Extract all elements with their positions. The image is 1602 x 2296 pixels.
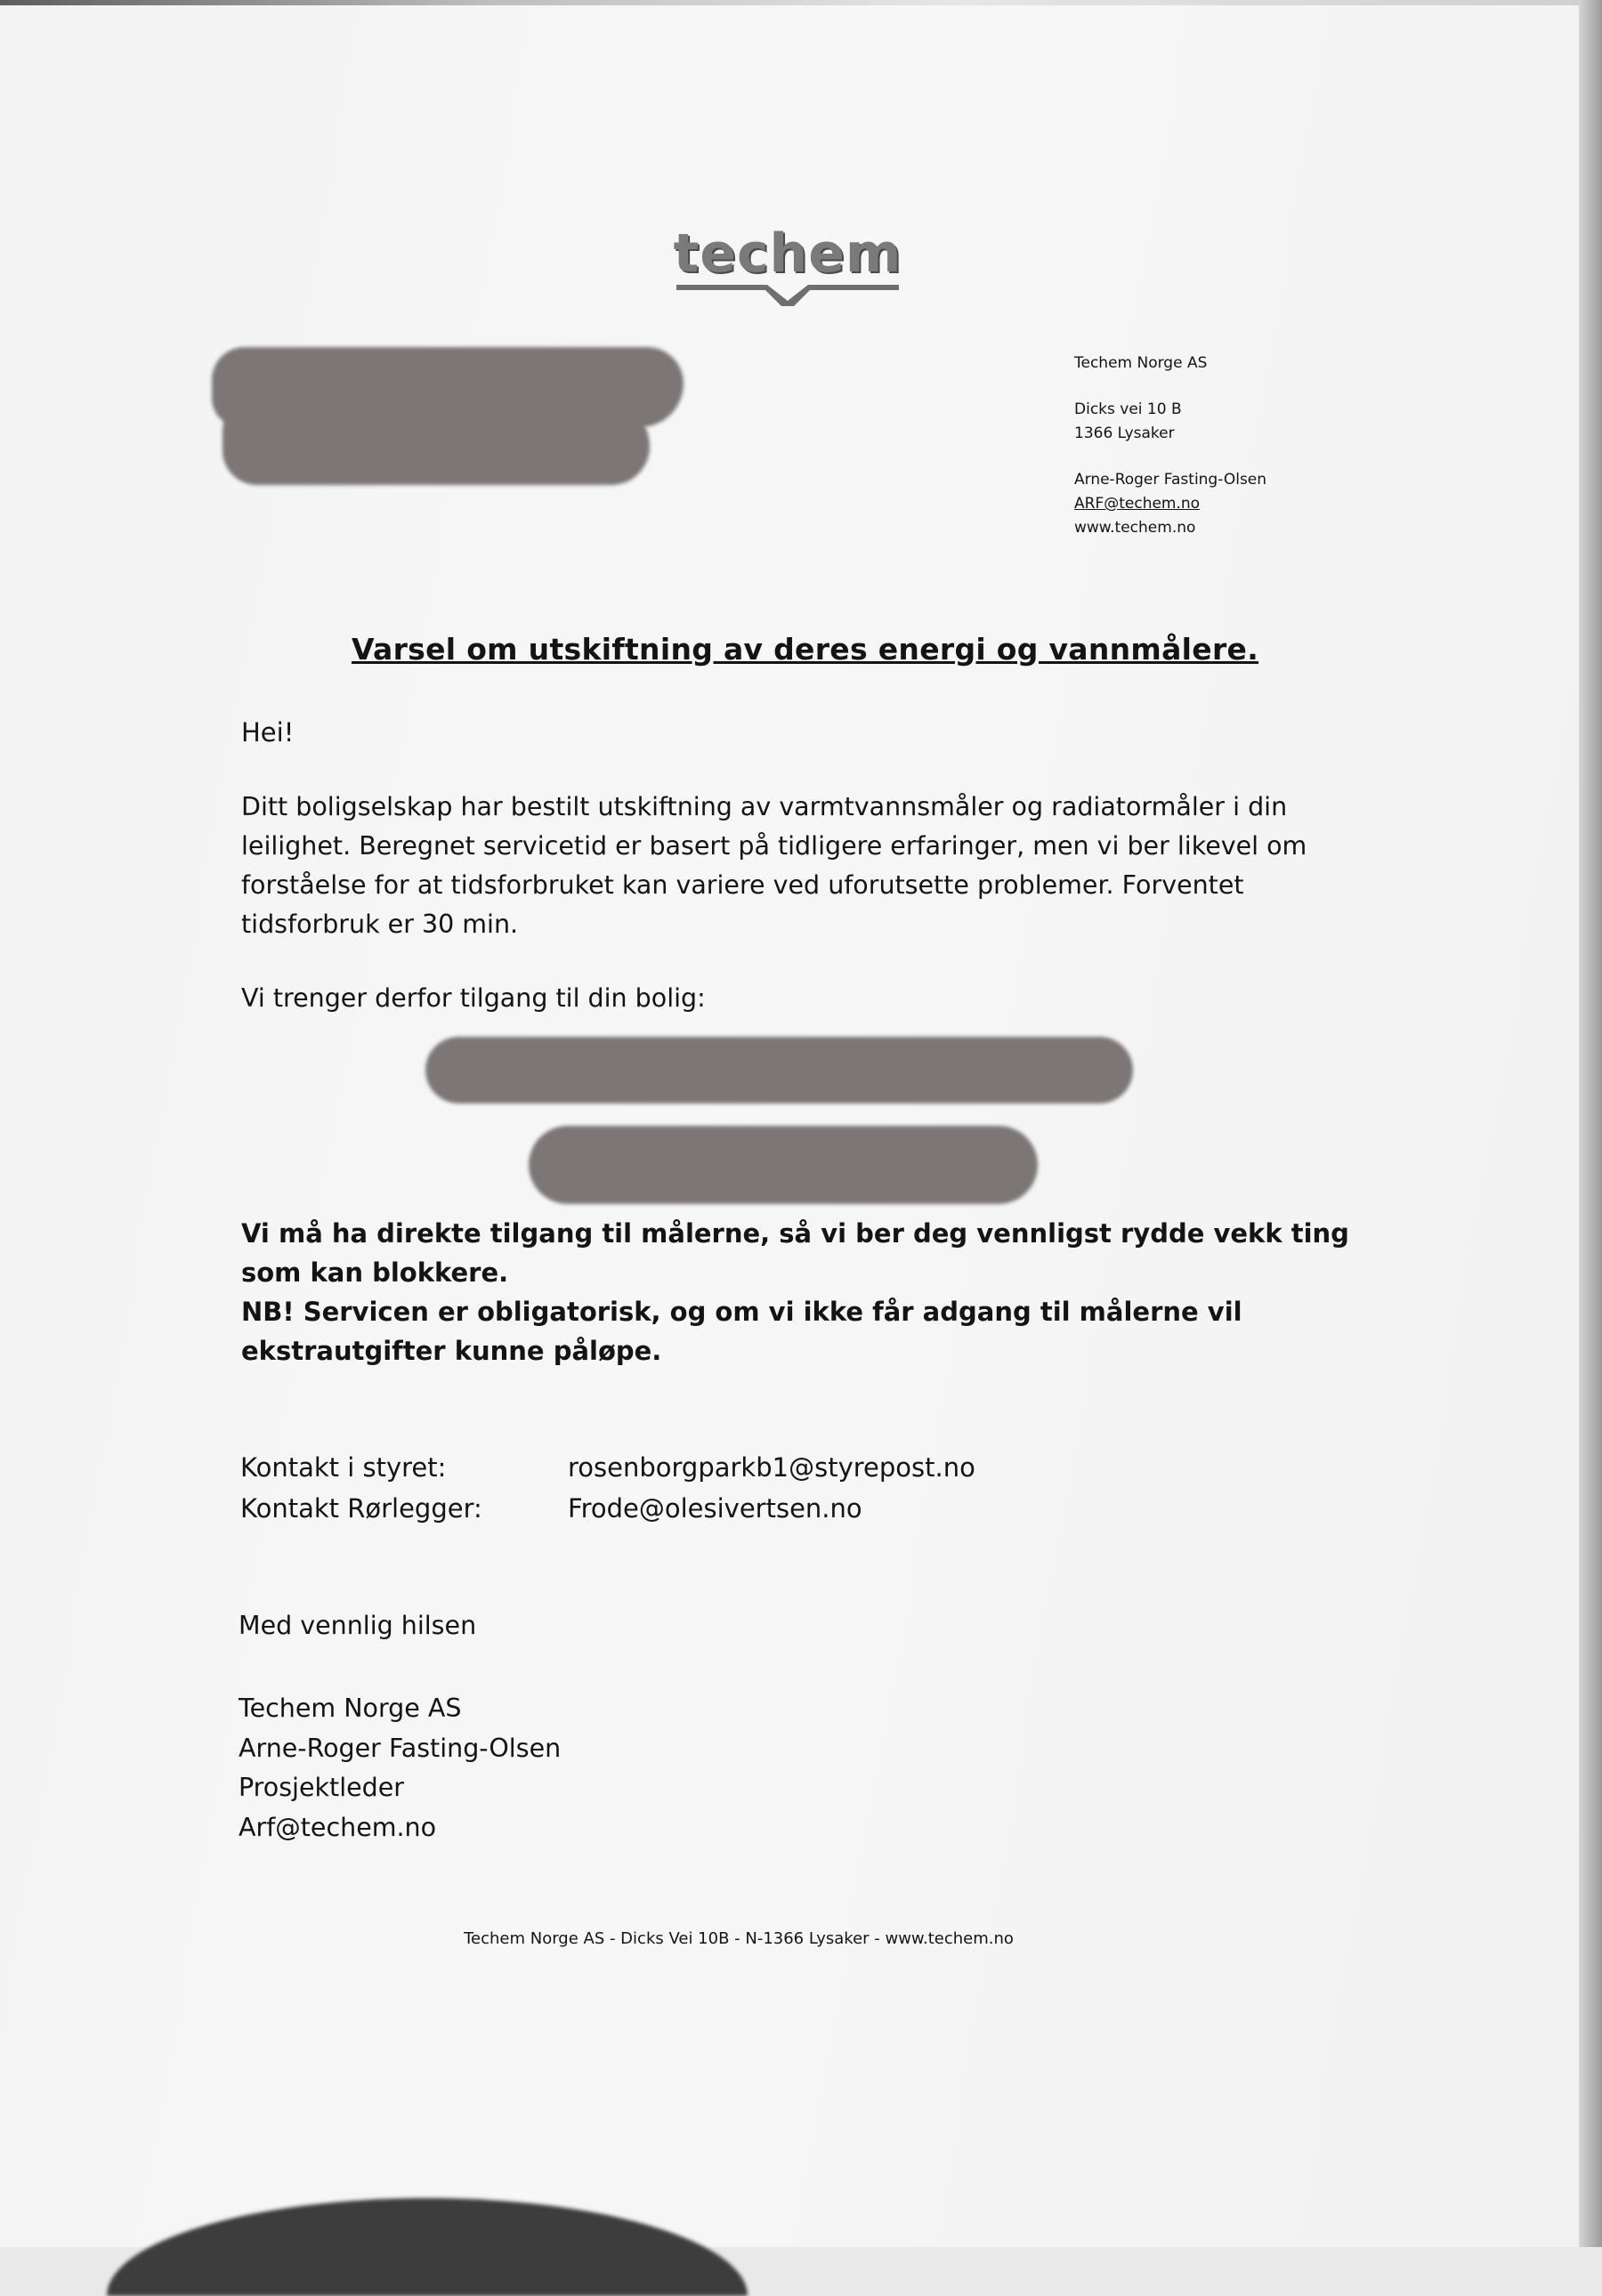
warning-line: Vi må ha direkte tilgang til målerne, så vi ber deg vennligst rydde vekk ting xyxy=(241,1218,1349,1249)
sender-email-link[interactable]: ARF@techem.no xyxy=(1074,495,1201,513)
contact-email-link[interactable]: rosenborgparkb1@styrepost.no xyxy=(568,1452,975,1483)
warning-line: som kan blokkere. xyxy=(241,1257,509,1288)
contact-email-link[interactable]: Frode@olesivertsen.no xyxy=(568,1493,862,1524)
warning-block xyxy=(241,1214,1398,1370)
paper-top-edge xyxy=(0,0,1593,5)
sender-contact-name: Arne-Roger Fasting-Olsen xyxy=(1074,471,1267,489)
footer-address: Techem Norge AS - Dicks Vei 10B - N-1366 Lysaker - www.techem.no xyxy=(464,1929,1014,1948)
logo-wordmark: techem xyxy=(673,222,902,285)
contact-row-plumber xyxy=(240,1488,975,1529)
signature-line: Arne-Roger Fasting-Olsen xyxy=(239,1733,562,1763)
sender-street: Dicks vei 10 B xyxy=(1074,400,1182,418)
redacted-recipient-address-2 xyxy=(222,400,650,485)
paragraph-line: tidsforbruk er 30 min. xyxy=(241,910,519,939)
redacted-appointment-time xyxy=(529,1126,1038,1204)
sender-website: www.techem.no xyxy=(1074,519,1196,537)
contact-list xyxy=(240,1447,975,1529)
contact-label: Kontakt i styret: xyxy=(240,1452,447,1483)
sender-block xyxy=(1074,352,1266,540)
greeting: Hei! xyxy=(241,717,295,748)
closing: Med vennlig hilsen xyxy=(239,1611,477,1640)
warning-line: NB! Servicen er obligatorisk, og om vi ikke får adgang til målerne vil xyxy=(241,1297,1242,1327)
paper-right-edge xyxy=(1579,0,1602,2247)
logo-swoosh-icon xyxy=(676,283,899,308)
paragraph-line: leilighet. Beregnet servicetid er basert på tidligere erfaringer, men vi ber likevel om xyxy=(241,831,1307,861)
paragraph-line: Ditt boligselskap har bestilt utskiftning av varmtvannsmåler og radiatormåler i din xyxy=(241,792,1288,821)
signature-line: Techem Norge AS xyxy=(239,1694,462,1723)
paragraph-line: forståelse for at tidsforbruket kan variere ved uforutsette problemer. Forventet xyxy=(241,870,1244,900)
redacted-dwelling-address xyxy=(425,1037,1133,1104)
body-paragraph xyxy=(241,788,1309,944)
warning-line: ekstrautgifter kunne påløpe. xyxy=(241,1336,662,1366)
contact-row-board xyxy=(240,1447,975,1488)
sender-company: Techem Norge AS xyxy=(1074,354,1208,372)
signature-email-link[interactable]: Arf@techem.no xyxy=(239,1812,437,1842)
access-line: Vi trenger derfor tilgang til din bolig: xyxy=(241,983,706,1013)
techem-logo xyxy=(672,222,903,307)
sender-postal: 1366 Lysaker xyxy=(1074,424,1175,442)
letter-heading: Varsel om utskiftning av deres energi og vannmålere. xyxy=(352,632,1259,667)
signature-line: Prosjektleder xyxy=(239,1773,404,1802)
contact-label: Kontakt Rørlegger: xyxy=(240,1493,482,1524)
signature-block xyxy=(239,1689,561,1847)
